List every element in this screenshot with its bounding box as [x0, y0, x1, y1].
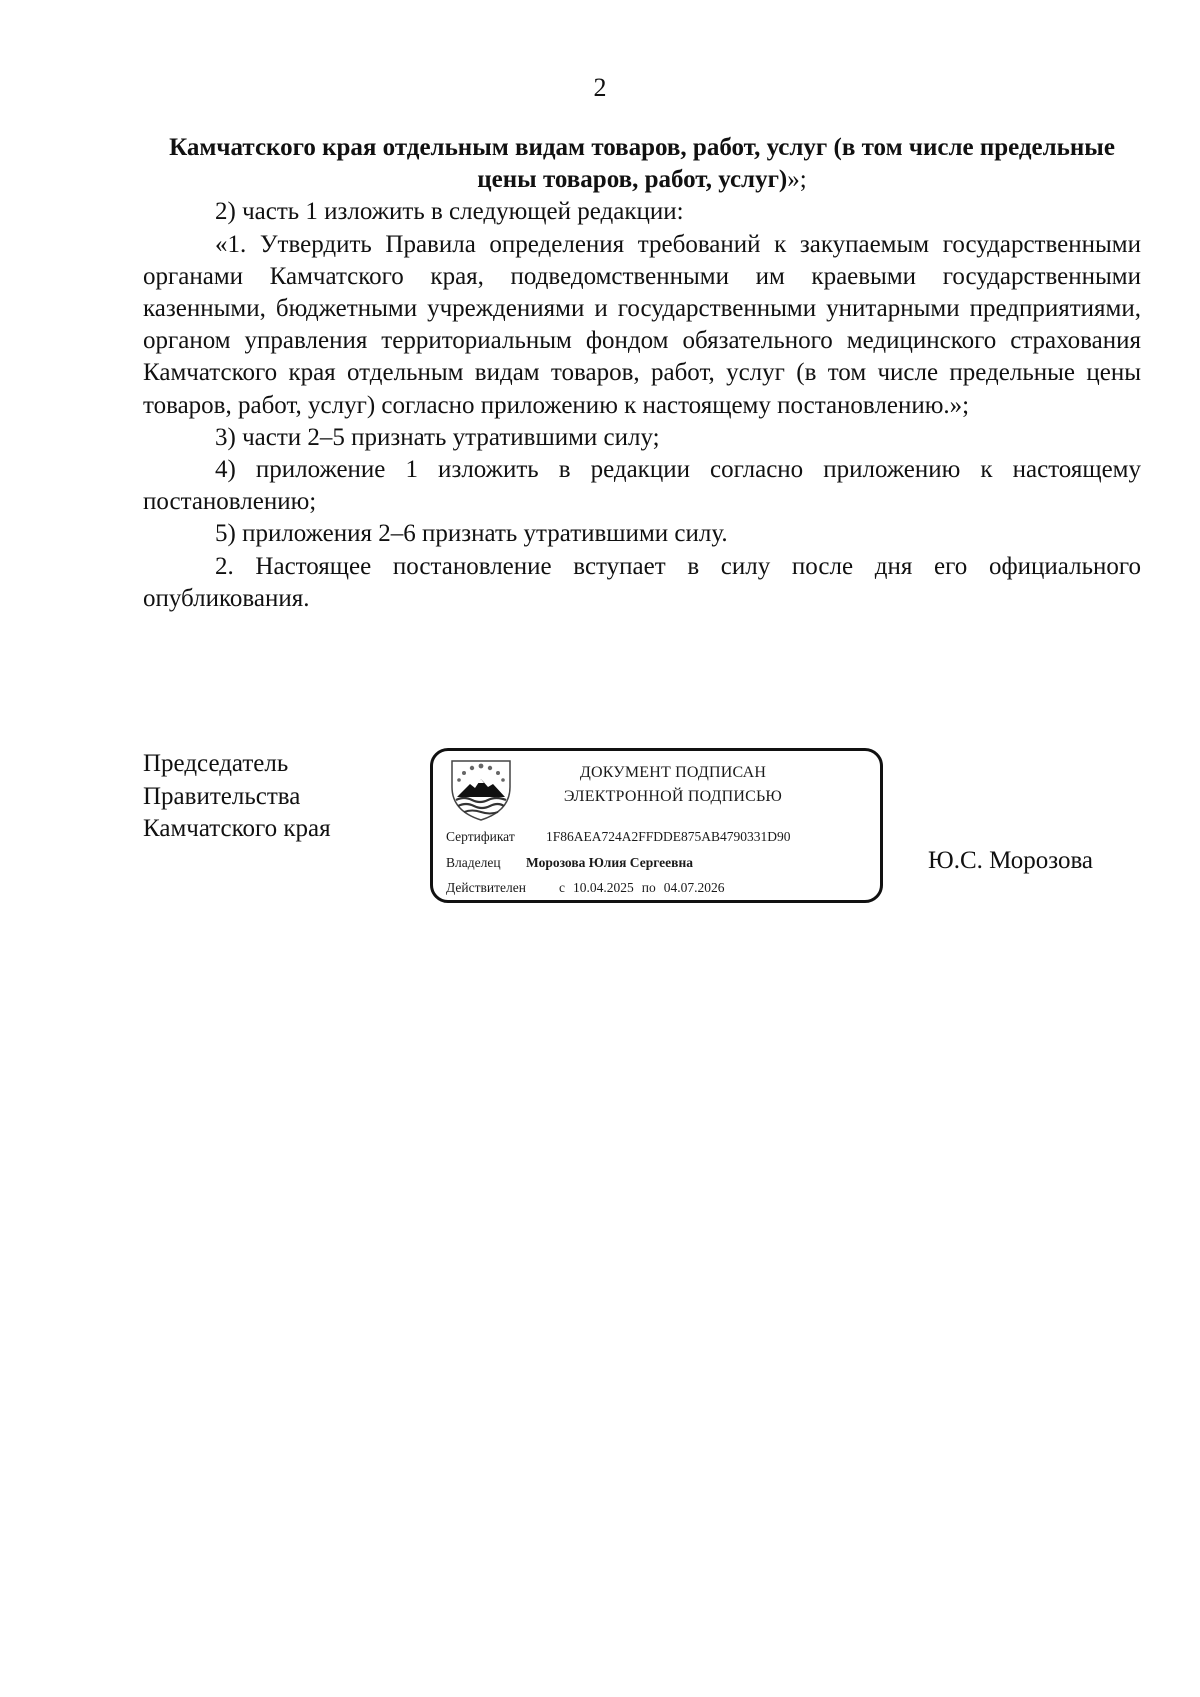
signer-title-line: Правительства: [143, 782, 301, 810]
paragraph-new-part-1: «1. Утвердить Правила определения требований к закупаемым государственными органами Камчатского края, подведомственными им краевыми государственными казенными, бюджетными учреждениями и государственными унитарными предприятиями, органом управления территориальным фондом обязательного медицинского страхования Камчатского края отдельным видам товаров, работ, услуг (в том числе предельные цены товаров, работ, услуг) согласно приложению к настоящему постановлению.»;: [143, 230, 1141, 419]
stamp-owner-row: [446, 855, 693, 871]
heading-bold-text: Камчатского края отдельным видам товаров, работ, услуг (в том числе предельные цены товаров, работ, услуг): [169, 134, 1115, 194]
stamp-header-line: ЭЛЕКТРОННОЙ ПОДПИСЬЮ: [563, 788, 783, 805]
signer-name: Ю.С. Морозова: [928, 847, 1094, 874]
page-number: 2: [593, 73, 607, 102]
valid-from-date: 10.04.2025: [573, 880, 634, 895]
electronic-signature-stamp: [430, 748, 883, 903]
paragraph-item-2: 2) часть 1 изложить в следующей редакции:: [215, 198, 684, 226]
owner-value: Морозова Юлия Сергеевна: [526, 855, 693, 870]
certificate-value: 1F86AEA724A2FFDDE875AB4790331D90: [546, 829, 791, 844]
stamp-header: [533, 761, 813, 809]
valid-to-prefix: по: [641, 880, 656, 895]
heading-continuation: [143, 132, 1141, 196]
paragraph-item-3: 3) части 2–5 признать утратившими силу;: [215, 423, 660, 451]
signer-title: [143, 748, 331, 846]
paragraph-entry-into-force: 2. Настоящее постановление вступает в силу после дня его официального опубликования.: [143, 552, 1141, 612]
valid-to-date: 04.07.2026: [663, 880, 725, 895]
document-body: [143, 132, 1141, 615]
stamp-certificate-row: [446, 829, 791, 845]
paragraph-item-4: 4) приложение 1 изложить в редакции согласно приложению к настоящему постановлению;: [143, 456, 1141, 516]
stamp-validity-row: [446, 880, 724, 896]
kamchatka-coat-of-arms-icon: [448, 757, 514, 823]
certificate-label: Сертификат: [446, 829, 515, 844]
paragraph-item-5: 5) приложения 2–6 признать утратившими силу.: [215, 520, 728, 548]
validity-label: Действителен: [446, 880, 526, 895]
stamp-header-line: ДОКУМЕНТ ПОДПИСАН: [579, 764, 767, 781]
signer-title-line: Председатель: [143, 750, 289, 777]
owner-label: Владелец: [446, 855, 501, 870]
heading-closing: »;: [787, 166, 807, 194]
valid-from-prefix: с: [559, 880, 565, 895]
signer-title-line: Камчатского края: [143, 815, 331, 842]
